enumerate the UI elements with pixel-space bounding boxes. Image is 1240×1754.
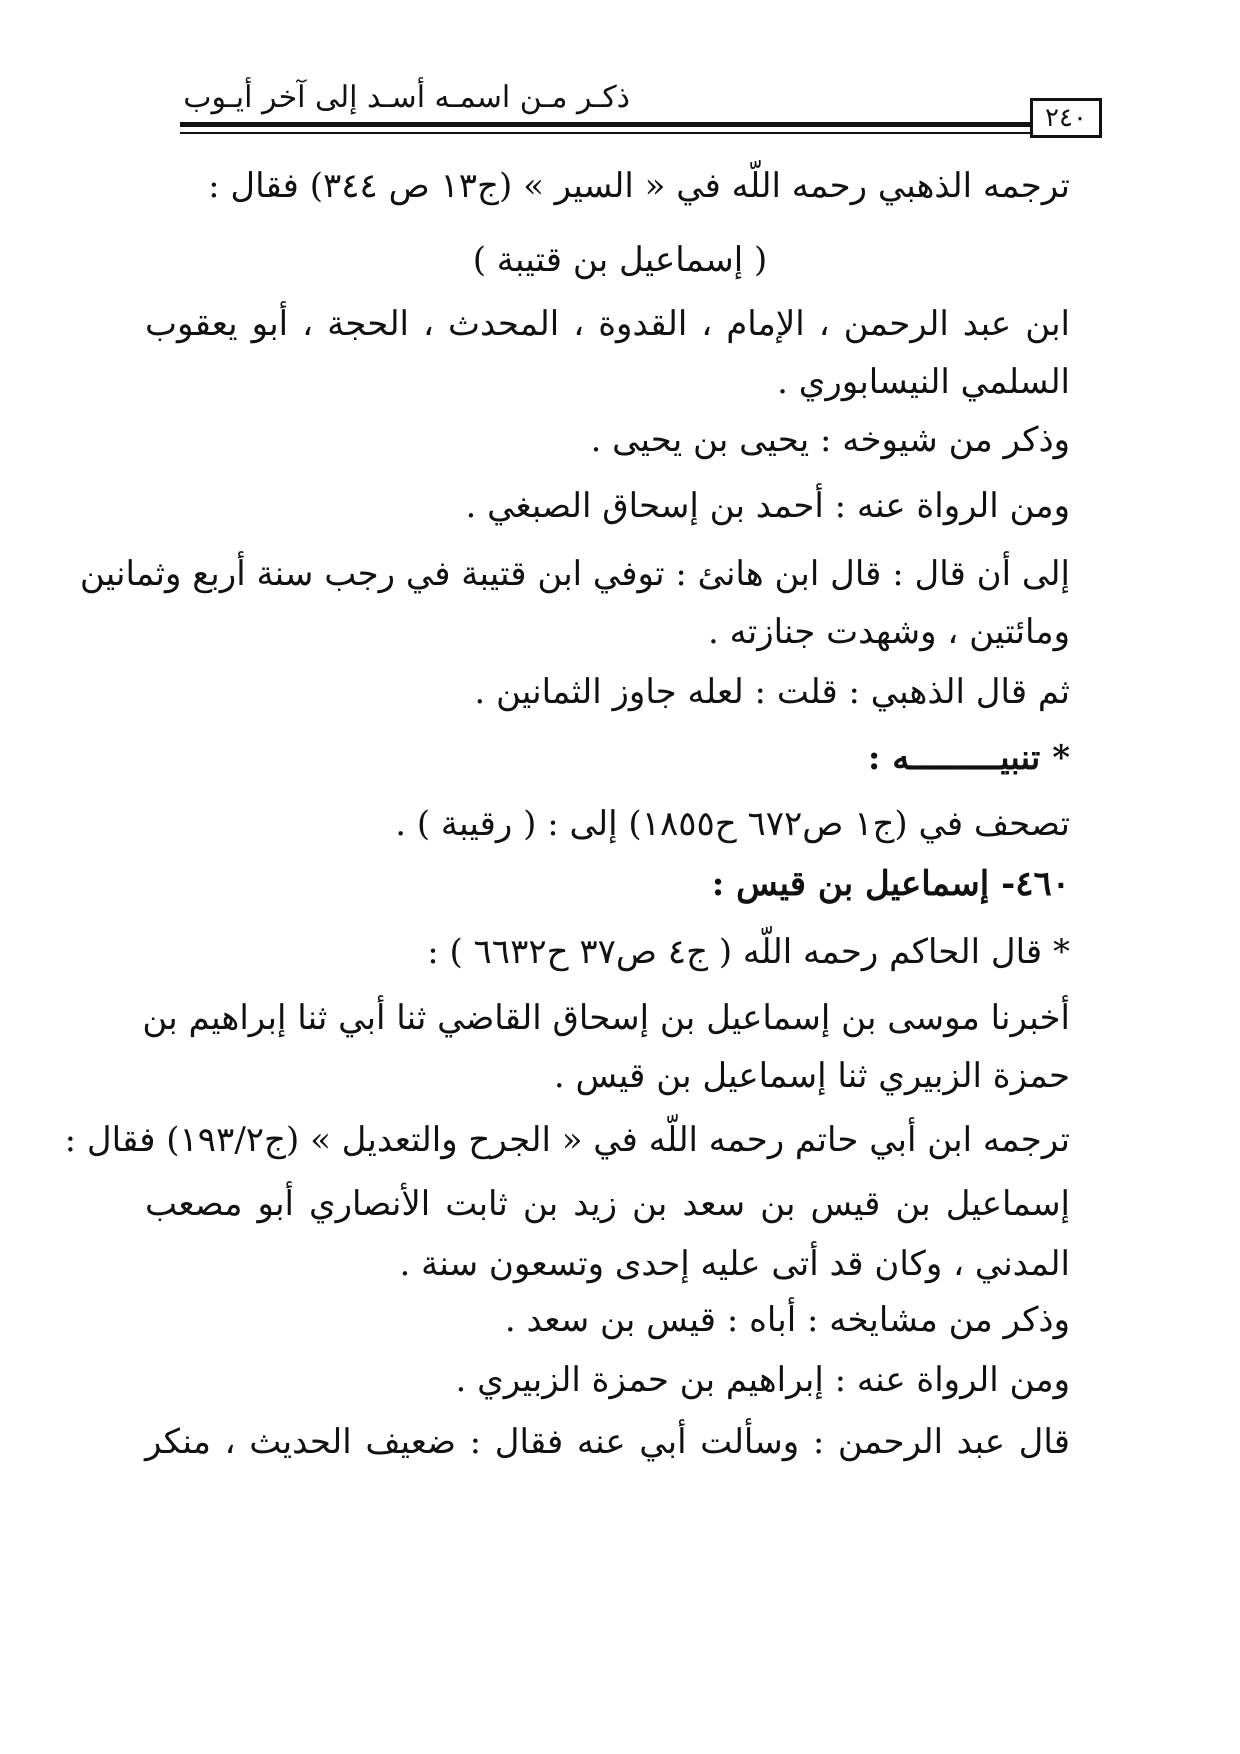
text-line: ومائتين ، وشهدت جنازته . <box>707 612 1070 652</box>
entry-heading: ( إسماعيل بن قتيبة ) <box>472 240 768 280</box>
text-line: وذكر من مشايخه : أباه : قيس بن سعد . <box>504 1300 1070 1340</box>
page-number: ٢٤٠ <box>1030 98 1102 138</box>
notice-heading: * تنبيـــــــــه : <box>867 738 1070 778</box>
text-line: ومن الرواة عنه : إبراهيم بن حمزة الزبيري . <box>455 1360 1070 1400</box>
text-line: * قال الحاكم رحمه اللّه ( ج٤ ص٣٧ ح٦٦٣٢ ) : <box>427 932 1070 972</box>
text-line: السلمي النيسابوري . <box>777 362 1070 402</box>
entry-title: ٤٦٠- إسماعيل بن قيس : <box>711 864 1070 904</box>
text-line: ترجمه الذهبي رحمه اللّه في « السير » (ج١٣ ص ٣٤٤) فقال : <box>208 166 1070 206</box>
text-line: المدني ، وكان قد أتى عليه إحدى وتسعون سنة . <box>399 1244 1070 1284</box>
text-line: ابن عبد الرحمن ، الإمام ، القدوة ، المحدث ، الحجة ، أبو يعقوب <box>145 304 1070 344</box>
running-title: ذكـر مـن اسمـه أسـد إلى آخر أيـوب <box>183 80 630 115</box>
text-line: ترجمه ابن أبي حاتم رحمه اللّه في « الجرح والتعديل » (ج١٩٣/٢) فقال : <box>64 1120 1070 1160</box>
header-rule-thick <box>180 122 1030 127</box>
text-line: تصحف في (ج١ ص٦٧٢ ح١٨٥٥) إلى : ( رقيبة ) . <box>395 804 1070 844</box>
text-line: إسماعيل بن قيس بن سعد بن زيد بن ثابت الأنصاري أبو مصعب <box>145 1184 1070 1224</box>
text-line: إلى أن قال : قال ابن هانئ : توفي ابن قتيبة في رجب سنة أربع وثمانين <box>79 554 1070 594</box>
header-rule-thin <box>180 132 1030 134</box>
text-line: حمزة الزبيري ثنا إسماعيل بن قيس . <box>553 1056 1070 1096</box>
text-line: قال عبد الرحمن : وسألت أبي عنه فقال : ضعيف الحديث ، منكر <box>145 1422 1070 1462</box>
text-line: أخبرنا موسى بن إسماعيل بن إسحاق القاضي ثنا أبي ثنا إبراهيم بن <box>142 998 1070 1038</box>
text-line: وذكر من شيوخه : يحيى بن يحيى . <box>590 420 1070 460</box>
text-line: ومن الرواة عنه : أحمد بن إسحاق الصبغي . <box>465 486 1070 526</box>
text-line: ثم قال الذهبي : قلت : لعله جاوز الثمانين . <box>474 672 1070 712</box>
